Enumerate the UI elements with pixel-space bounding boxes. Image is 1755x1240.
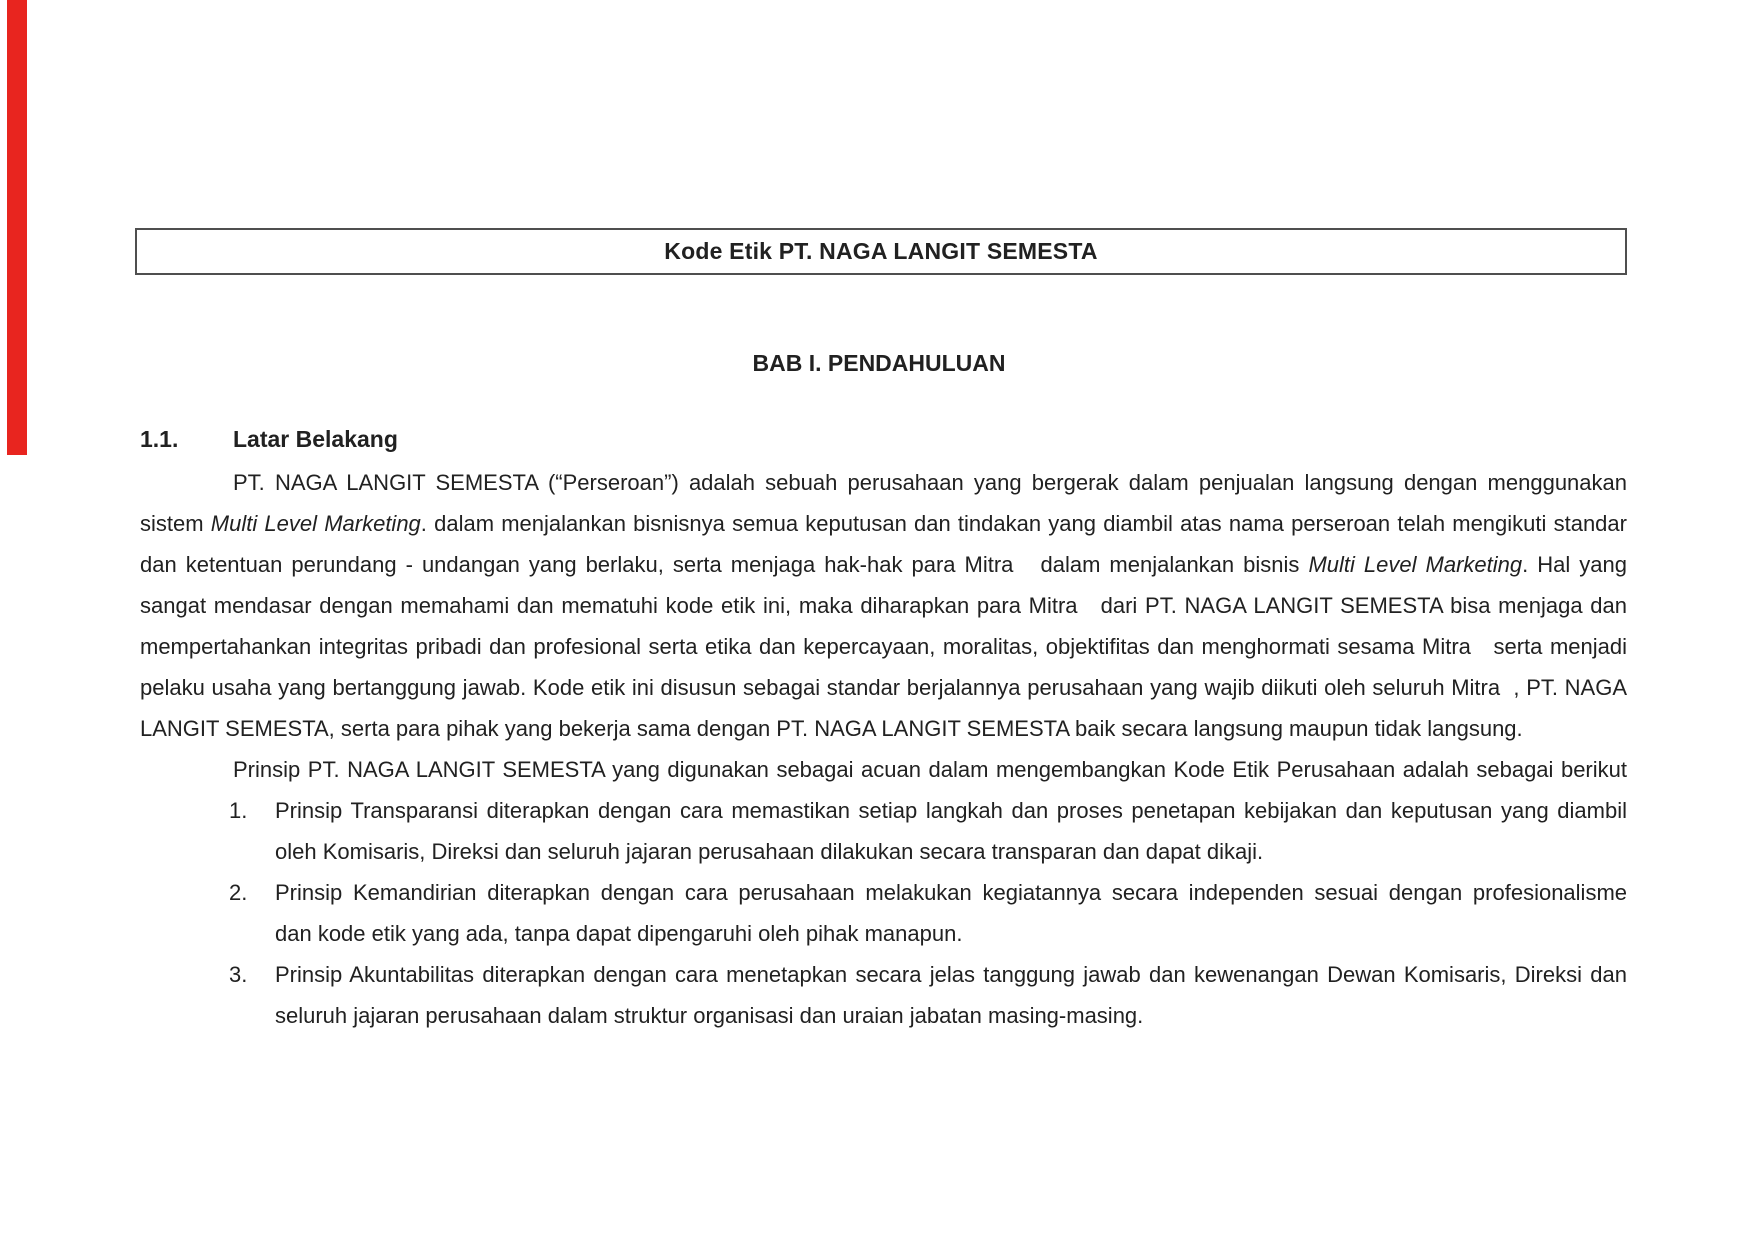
text-run: seluruh jajaran perusahaan dalam struktur organisasi dan uraian jabatan masing-masing.	[275, 1003, 1144, 1028]
text-line	[275, 790, 1627, 831]
principles-intro-paragraph	[140, 749, 1627, 790]
text-line	[140, 462, 1627, 503]
text-line	[140, 749, 1627, 790]
document-title: Kode Etik PT. NAGA LANGIT SEMESTA	[664, 238, 1098, 264]
text-run: mempertahankan integritas pribadi dan profesional serta etika dan kepercayaan, moralitas, objektifitas dan menghormati sesama Mitra serta menjadi	[140, 634, 1627, 659]
text-line	[275, 913, 1627, 954]
text-line	[140, 708, 1627, 749]
list-item-text	[275, 872, 1627, 954]
list-item-number: 3.	[229, 962, 248, 987]
list-item-number: 2.	[229, 880, 248, 905]
text-run: . Hal yang	[1522, 552, 1627, 577]
list-item	[140, 872, 1627, 954]
text-line	[275, 831, 1627, 872]
italic-run: Multi Level Marketing	[1308, 552, 1523, 577]
section-title: Latar Belakang	[233, 426, 398, 452]
text-line	[275, 872, 1627, 913]
text-line	[140, 544, 1627, 585]
text-run: sistem	[140, 511, 211, 536]
text-run: dan kode etik yang ada, tanpa dapat dipengaruhi oleh pihak manapun.	[275, 921, 963, 946]
text-line	[275, 954, 1627, 995]
text-run: Prinsip PT. NAGA LANGIT SEMESTA yang digunakan sebagai acuan dalam mengembangkan Kode Etik Perusahaan adalah sebagai berikut	[233, 757, 1627, 782]
text-line	[140, 667, 1627, 708]
text-run: Prinsip Transparansi diterapkan dengan cara memastikan setiap langkah dan proses penetapan kebijakan dan keputusan yang diambil	[275, 798, 1627, 823]
text-run: oleh Komisaris, Direksi dan seluruh jajaran perusahaan dilakukan secara transparan dan dapat dikaji.	[275, 839, 1264, 864]
text-run: dan ketentuan perundang - undangan yang berlaku, serta menjaga hak-hak para Mitra dalam menjalankan bisnis	[140, 552, 1309, 577]
text-run: . dalam menjalankan bisnisnya semua keputusan dan tindakan yang diambil atas nama perseroan telah mengikuti standar	[420, 511, 1627, 536]
list-item-text	[275, 954, 1627, 1036]
list-item	[140, 790, 1627, 872]
document-title-box	[135, 228, 1627, 275]
text-run: pelaku usaha yang bertanggung jawab. Kode etik ini disusun sebagai standar berjalannya perusahaan yang wajib diikuti oleh seluruh Mitra , PT. NAGA	[140, 675, 1627, 700]
red-margin-ribbon	[7, 0, 27, 455]
text-line	[140, 626, 1627, 667]
text-run: Prinsip Kemandirian diterapkan dengan cara perusahaan melakukan kegiatannya secara independen sesuai dengan profesionalisme	[275, 880, 1627, 905]
list-item-number: 1.	[229, 798, 248, 823]
section-heading	[0, 426, 1755, 456]
list-item-text	[275, 790, 1627, 872]
text-run: Prinsip Akuntabilitas diterapkan dengan cara menetapkan secara jelas tanggung jawab dan kewenangan Dewan Komisaris, Direksi dan	[275, 962, 1627, 987]
section-number: 1.1.	[140, 426, 179, 452]
text-line	[140, 585, 1627, 626]
text-line	[275, 995, 1627, 1036]
chapter-heading: BAB I. PENDAHULUAN	[752, 350, 1006, 376]
italic-run: Multi Level Marketing	[210, 511, 421, 536]
text-run: sangat mendasar dengan memahami dan mematuhi kode etik ini, maka diharapkan para Mitra dari PT. NAGA LANGIT SEMESTA bisa menjaga dan	[140, 593, 1627, 618]
list-item	[140, 954, 1627, 1036]
text-run: LANGIT SEMESTA, serta para pihak yang bekerja sama dengan PT. NAGA LANGIT SEMESTA baik secara langsung maupun tidak langsung.	[140, 716, 1523, 741]
text-line	[140, 503, 1627, 544]
text-run: PT. NAGA LANGIT SEMESTA (“Perseroan”) adalah sebuah perusahaan yang bergerak dalam penjualan langsung dengan menggunakan	[233, 470, 1627, 495]
intro-paragraph	[140, 462, 1627, 749]
principles-list	[140, 790, 1627, 1036]
